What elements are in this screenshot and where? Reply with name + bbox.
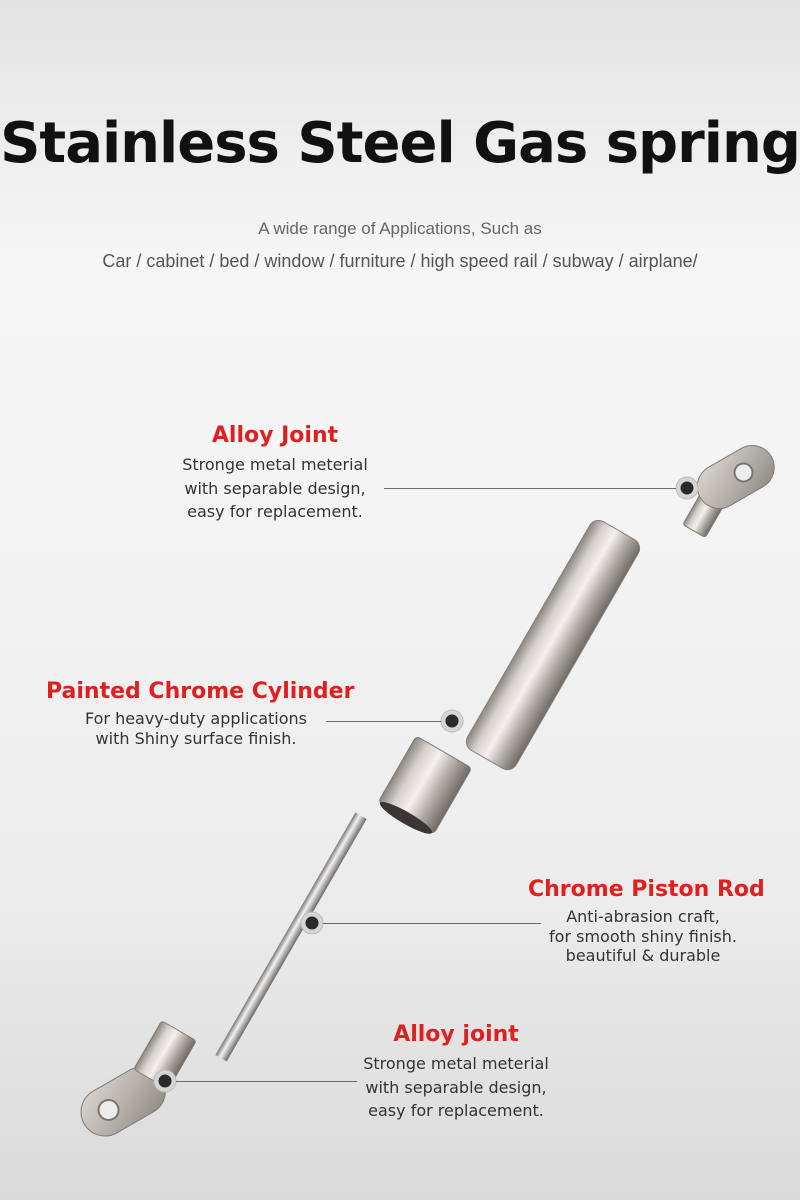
callout-piston-rod bbox=[528, 877, 765, 965]
leader-line-bottom-joint bbox=[176, 1081, 357, 1082]
callout-heading: Painted Chrome Cylinder bbox=[46, 679, 355, 704]
callout-text: Stronge metal meterial bbox=[363, 1054, 549, 1074]
callout-text: Stronge metal meterial bbox=[182, 455, 368, 475]
callout-text: For heavy-duty applications bbox=[84, 709, 308, 729]
applications-list: Car / cabinet / bed / window / furniture / high speed rail / subway / airplane/ bbox=[102, 251, 698, 271]
marker-cylinder bbox=[441, 710, 463, 732]
marker-piston-rod bbox=[301, 912, 323, 934]
callout-text: beautiful & durable bbox=[565, 945, 721, 965]
callout-heading: Chrome Piston Rod bbox=[528, 877, 765, 902]
callout-text: with separable design, bbox=[365, 1077, 547, 1097]
callout-text: easy for replacement. bbox=[368, 1100, 544, 1120]
callout-alloy-joint-bottom bbox=[350, 1022, 562, 1122]
marker-top-joint bbox=[676, 477, 698, 499]
callout-text: Anti-abrasion craft, bbox=[566, 907, 720, 927]
marker-bottom-joint bbox=[154, 1070, 176, 1092]
leader-line-piston-rod bbox=[323, 923, 541, 924]
page-title: Stainless Steel Gas spring bbox=[0, 111, 800, 176]
callout-text: for smooth shiny finish. bbox=[549, 926, 737, 946]
applications-intro: A wide range of Applications, Such as bbox=[258, 219, 542, 238]
callout-text: easy for replacement. bbox=[187, 501, 363, 521]
callout-alloy-joint-top bbox=[170, 423, 380, 523]
callout-heading: Alloy Joint bbox=[211, 423, 339, 448]
callout-heading: Alloy joint bbox=[393, 1022, 519, 1047]
callout-text: with Shiny surface finish. bbox=[95, 728, 297, 748]
callout-text: with separable design, bbox=[184, 478, 366, 498]
callout-cylinder bbox=[46, 679, 355, 748]
leader-line-top-joint bbox=[384, 488, 676, 489]
